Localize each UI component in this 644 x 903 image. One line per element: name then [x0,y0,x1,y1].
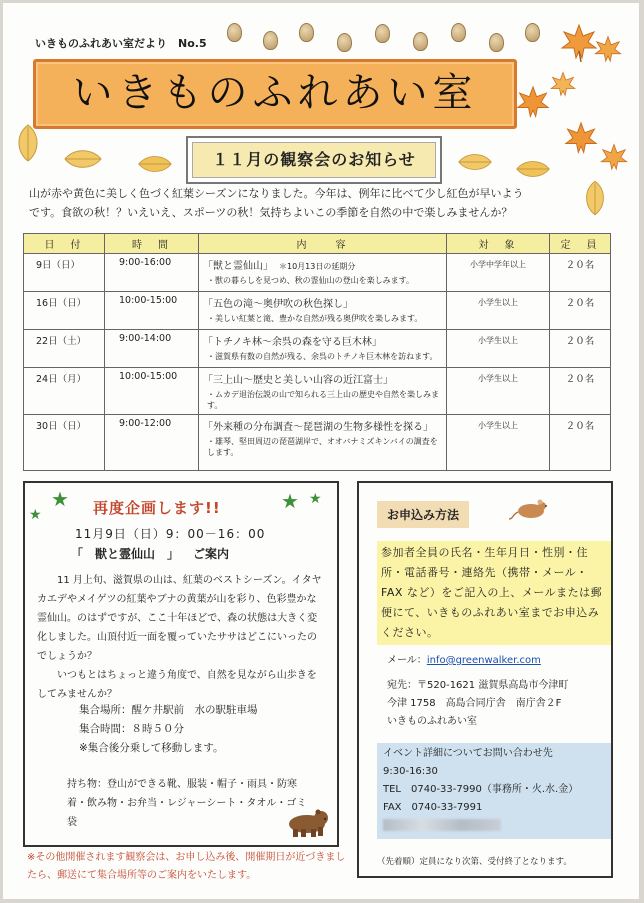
event-desc: ・美しい紅葉と滝、豊かな自然が残る奥伊吹を楽しみます。 [207,314,423,323]
revival-heading: 再度企画します!! [93,499,221,517]
cell-target: 小学中学年以上 [447,254,550,292]
maple-leaf-icon [593,35,623,65]
maple-leaf-icon [515,85,551,121]
mail-link[interactable]: info@greenwalker.com [426,655,541,666]
cell-capacity: ２０名 [550,368,611,415]
column-header-date: 日 付 [24,234,105,254]
flyer-page [3,3,639,899]
column-header-content: 内 容 [199,234,447,254]
address-line: 宛先：〒520-1621 滋賀県高島市今津町 [387,680,569,691]
inquiry-tel: TEL 0740-33-7990（事務所・火.水.金） [383,784,579,795]
meeting-time: 集合時間：８時５０分 [79,723,184,735]
mail-line [387,651,541,666]
meeting-info [79,701,258,758]
schedule-table [23,233,611,471]
mouse-icon [509,497,559,521]
yellow-leaf-icon [63,147,103,171]
cell-content [199,254,447,292]
revival-event [71,545,229,562]
table-row [24,292,611,330]
yellow-leaf-icon [457,149,493,175]
address-block [387,677,568,731]
application-instructions: 参加者全員の氏名・生年月日・性別・住所・電話番号・連絡先（携帯・メール・FAX など）をご記入の上、メールまたは郵便にて、いきものふれあい室までお申込みください。 [377,541,611,645]
table-header-row [24,234,611,254]
cell-date: 24日（月） [24,368,105,415]
revival-date: 11月9日（日）9：00－16：00 [75,527,266,541]
event-title: 「外来種の分布調査～琵琶湖の生物多様性を探る」 [203,422,433,433]
first-come-note: （先着順）定員になり次第、受付終了となります。 [377,857,572,867]
cell-target: 小学生以上 [447,330,550,368]
title-banner [33,59,517,129]
table-row [24,254,611,292]
cell-time: 9:00-16:00 [105,254,199,292]
event-note: ＊10月13日の延期分 [279,262,356,271]
address-line: 今津 1758 高島合同庁舎 南庁舎２F [387,698,562,709]
table-row [24,330,611,368]
cell-target: 小学生以上 [447,415,550,471]
column-header-target: 対 象 [447,234,550,254]
event-desc: ・滋賀県有数の自然が残る、余呉のトチノキ巨木林を訪ねます。 [207,352,438,361]
cell-content [199,292,447,330]
table-row [24,368,611,415]
star-icon: ★ [309,491,322,507]
yellow-leaf-icon [515,157,551,181]
page-title: いきものふれあい室 [72,70,478,116]
inquiry-hours: 9:30-16:30 [383,766,438,777]
event-desc: ・ムカデ退治伝説の山で知られる三上山の歴史や自然を楽しみます。 [207,390,439,410]
column-header-capacity: 定 員 [550,234,611,254]
cell-date: 30日（日） [24,415,105,471]
subtitle: １１月の観察会のお知らせ [192,142,436,178]
revival-event-suffix: ご案内 [193,547,230,561]
bear-icon [283,807,329,837]
inquiry-title: イベント詳細についてお問い合わせ先 [383,748,553,759]
cell-content [199,330,447,368]
yellow-leaf-icon [13,123,43,163]
maple-leaf-icon [549,71,577,99]
star-icon: ★ [281,489,299,513]
cell-content [199,368,447,415]
cell-date: 22日（土） [24,330,105,368]
footer-note: ※その他開催されます観察会は、お申し込み後、開催期日が近づきましたら、郵送にて集合場所等のご案内をいたします。 [27,852,346,881]
application-box [357,481,613,878]
star-icon: ★ [51,487,69,511]
intro-line: です。食欲の秋！？いえいえ、スポーツの秋！気持ちよいこの季節を自然の中で楽しみませんか？ [29,206,513,219]
maple-leaf-icon [599,143,629,173]
intro-line: 山が赤や黄色に美しく色づく紅葉シーズンになりました。今年は、例年に比べて少し紅色が早いよう [29,187,524,200]
cell-capacity: ２０名 [550,330,611,368]
revival-event-title: 「 獣と霊仙山 」 [71,547,180,561]
event-desc: ・雄琴、堅田周辺の琵琶湖岸で、オオバナミズキンバイの調査を [207,437,438,446]
seed-decoration [227,21,547,55]
inquiry-box [377,743,611,839]
cell-time: 9:00-14:00 [105,330,199,368]
cell-date: 9日（日） [24,254,105,292]
cell-capacity: ２０名 [550,292,611,330]
application-heading: お申込み方法 [377,501,469,528]
cell-time: 10:00-15:00 [105,292,199,330]
carpool-note: ※集合後分乗して移動します。 [79,742,224,754]
event-title: 「五色の滝～奥伊吹の秋色探し」 [203,299,353,310]
cell-target: 小学生以上 [447,368,550,415]
event-title: 「トチノキ林～余呉の森を守る巨木林」 [203,337,382,348]
revival-paragraph: いつもとはちょっと違う角度で、自然を見ながら山歩きをしてみませんか？ [37,670,317,700]
inquiry-fax: FAX 0740-33-7991 [383,802,483,813]
revival-box [23,481,339,847]
redacted-email [383,819,501,831]
event-title: 「獣と霊仙山」 [203,261,273,272]
event-title: 「三上山～歴史と美しい山容の近江富士」 [203,375,393,386]
column-header-time: 時 間 [105,234,199,254]
table-row [24,415,611,471]
maple-leaf-icon [563,121,599,157]
mail-label: メール： [387,655,427,666]
revival-body [37,571,325,704]
cell-capacity: ２０名 [550,254,611,292]
cell-content [199,415,447,471]
address-line: いきものふれあい室 [387,716,477,727]
event-desc: ・獣の暮らしを見つめ、秋の霊仙山の登山を楽しみます。 [207,276,415,285]
event-desc-cont: します。 [207,448,239,457]
issue-label: いきものふれあい室だより No.5 [35,37,207,50]
star-icon: ★ [29,507,42,523]
revival-paragraph: 11 月上旬、滋賀県の山は、紅葉のベストシーズン。イタヤカエデやメイゲツの紅葉やブナの黄葉が山を彩り、色彩豊かな霊仙山。のはずですが、ここ十年ほどで、森の状態は大きく変化しました。山頂付近一面を覆っていたササはどこにいったのでしょうか？ [37,575,322,662]
cell-target: 小学生以上 [447,292,550,330]
cell-date: 16日（日） [24,292,105,330]
items-list: 持ち物：登山ができる靴、服装・帽子・雨具・防寒着・飲み物・お弁当・レジャーシート・タオル・ゴミ袋 [67,779,307,828]
cell-time: 10:00-15:00 [105,368,199,415]
intro-text [29,184,589,222]
cell-capacity: ２０名 [550,415,611,471]
meeting-place: 集合場所：醒ケ井駅前 水の駅駐車場 [79,704,258,716]
cell-time: 9:00-12:00 [105,415,199,471]
yellow-leaf-icon [137,151,173,177]
subtitle-banner [186,136,442,184]
